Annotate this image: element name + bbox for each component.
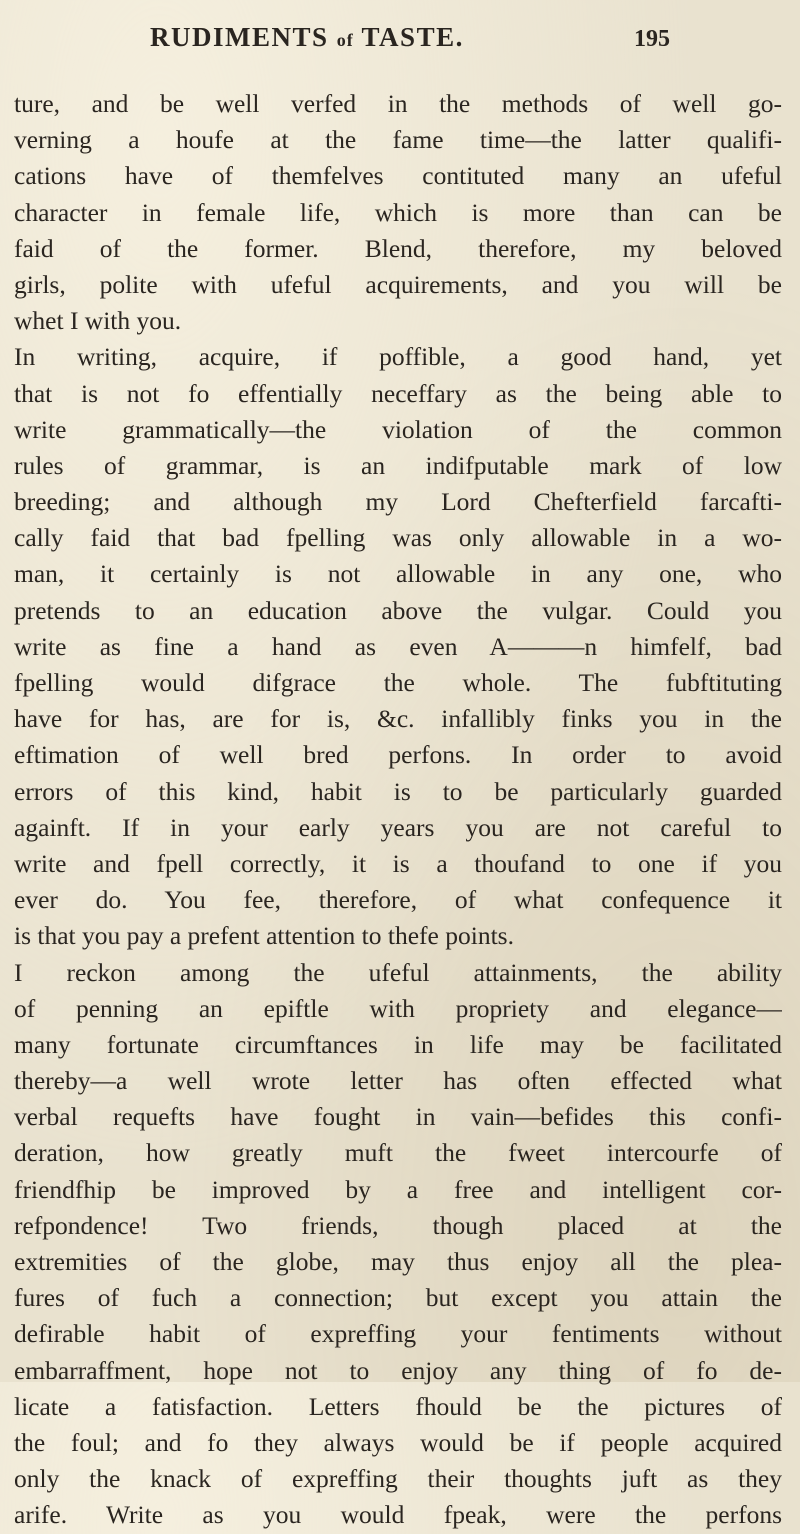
text-line: verbal requefts have fought in vain—befides this confi- <box>14 1102 782 1132</box>
text-line: of penning an epiftle with propriety and elegance— <box>14 993 782 1023</box>
text-line: errors of this kind, habit is to be particularly guarded <box>14 776 782 806</box>
text-line: is that you pay a prefent attention to thefe points. <box>14 921 514 951</box>
text-line: many fortunate circumftances in life may be facilitated <box>14 1029 782 1059</box>
text-line: faid of the former. Blend, therefore, my beloved <box>14 233 782 263</box>
text-line: friendfhip be improved by a free and intelligent cor- <box>14 1174 782 1204</box>
text-line: I reckon among the ufeful attainments, the ability <box>14 957 782 987</box>
text-line: refpondence! Two friends, though placed at the <box>14 1210 782 1240</box>
text-line: cations have of themfelves contituted many an ufeful <box>14 161 782 191</box>
text-line: againft. If in your early years you are not careful to <box>14 812 782 842</box>
running-head-main: RUDIMENTS <box>150 22 329 52</box>
text-line: the foul; and fo they always would be if people acquired <box>14 1427 782 1457</box>
text-line: have for has, are for is, &c. infallibly finks you in the <box>14 704 782 734</box>
text-line: defirable habit of expreffing your fentiments without <box>14 1319 782 1349</box>
text-line: thereby—a well wrote letter has often effected what <box>14 1066 782 1096</box>
text-line: licate a fatisfaction. Letters fhould be the pictures of <box>14 1391 782 1421</box>
text-line: character in female life, which is more than can be <box>14 197 782 227</box>
text-line: In writing, acquire, if poffible, a good hand, yet <box>14 342 782 372</box>
text-line: extremities of the globe, may thus enjoy all the plea- <box>14 1247 782 1276</box>
text-line: only the knack of expreffing their thoughts juft as they <box>14 1464 782 1494</box>
text-line: man, it certainly is not allowable in any one, who <box>14 559 782 589</box>
text-line: write and fpell correctly, it is a thoufand to one if you <box>14 848 782 878</box>
running-head <box>150 22 464 53</box>
text-line: write as fine a hand as even A———n himfelf, bad <box>14 631 782 661</box>
text-line: verning a houfe at the fame time—the latter qualifi- <box>14 125 782 155</box>
text-line: that is not fo effentially neceffary as the being able to <box>14 378 782 408</box>
body-text <box>14 86 782 1534</box>
text-line: eftimation of well bred perfons. In order to avoid <box>14 740 782 770</box>
text-line: breeding; and although my Lord Chefterfield farcafti- <box>14 487 782 517</box>
text-line: girls, polite with ufeful acquirements, and you will be <box>14 269 782 299</box>
text-line: ever do. You fee, therefore, of what confequence it <box>14 885 782 915</box>
text-line: fpelling would difgrace the whole. The fubftituting <box>14 668 782 697</box>
text-line: write grammatically—the violation of the common <box>14 414 782 444</box>
text-line: pretends to an education above the vulgar. Could you <box>14 595 782 625</box>
text-line: whet I with you. <box>14 306 182 336</box>
text-line: arife. Write as you would fpeak, were the perfons <box>14 1500 782 1530</box>
text-line: fures of fuch a connection; but except you attain the <box>14 1283 782 1313</box>
text-line: ture, and be well verfed in the methods of well go- <box>14 89 782 118</box>
text-line: deration, how greatly muft the fweet intercourfe of <box>14 1138 782 1168</box>
text-line: rules of grammar, is an indifputable mark of low <box>14 450 782 480</box>
text-line: embarraffment, hope not to enjoy any thing of fo de- <box>14 1355 782 1385</box>
page-header <box>150 22 670 66</box>
running-head-of: of <box>336 30 354 50</box>
page-number: 195 <box>634 26 670 52</box>
text-line: cally faid that bad fpelling was only allowable in a wo- <box>14 523 782 553</box>
running-head-rest: TASTE. <box>361 22 464 52</box>
